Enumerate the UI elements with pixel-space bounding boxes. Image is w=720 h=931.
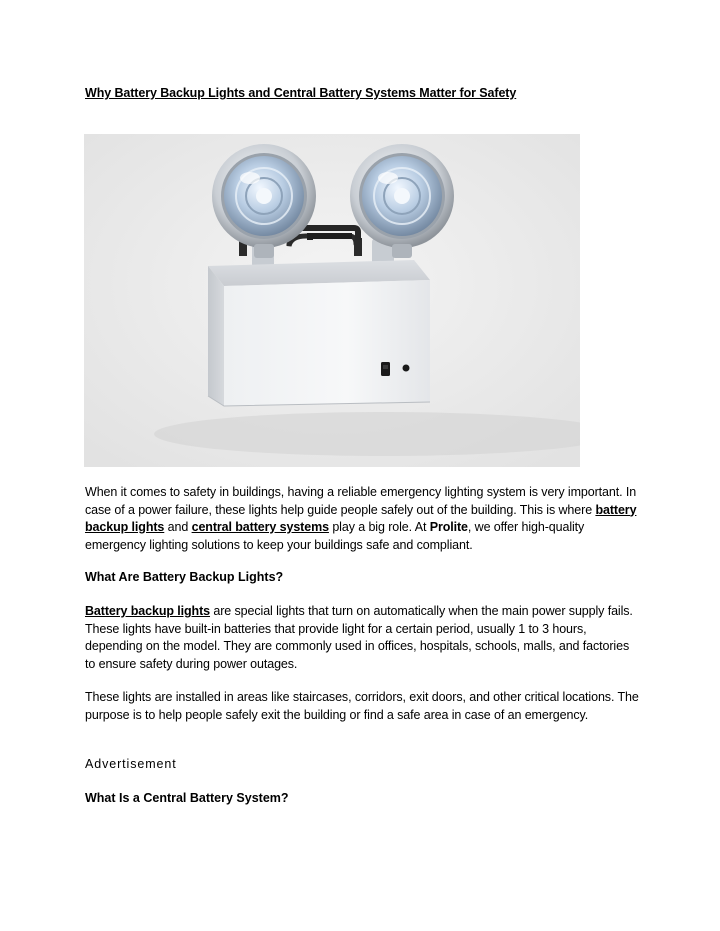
advertisement-label: Advertisement <box>85 757 177 771</box>
installation-paragraph: These lights are installed in areas like staircases, corridors, exit doors, and other critical locations. The purpose is to help people safely exit the building or find a safe area in case of an emergency. <box>85 690 639 722</box>
twin-spot-emergency-light-icon <box>84 134 580 467</box>
brand-name: Prolite <box>429 520 468 534</box>
battery-backup-paragraph <box>85 603 640 673</box>
battery-backup-lights-link[interactable]: battery backup lights <box>85 502 637 534</box>
product-image <box>84 134 580 467</box>
section-heading-central-battery: What Is a Central Battery System? <box>85 791 289 805</box>
battery-backup-lights-link-2[interactable]: Battery backup lights <box>85 604 211 618</box>
intro-text-2: and <box>164 520 192 534</box>
section-heading-battery-backup: What Are Battery Backup Lights? <box>85 570 284 584</box>
battery-backup-text: are special lights that turn on automatically when the main power supply fails. These lights have built-in batteries that provide light for a certain period, usually 1 to 3 hours, depending on the model. They are commonly used in offices, hospitals, schools, malls, and factories to ensure safety during power outages. <box>85 604 633 671</box>
page-title: Why Battery Backup Lights and Central Battery Systems Matter for Safety <box>85 86 517 100</box>
central-battery-systems-link[interactable]: central battery systems <box>191 520 329 534</box>
intro-text-1: When it comes to safety in buildings, having a reliable emergency lighting system is very important. In case of a power failure, these lights help guide people safely out of the building. This is where <box>85 485 637 517</box>
intro-text-4: , we offer high-quality emergency lighting solutions to keep your buildings safe and compliant. <box>85 520 585 552</box>
intro-paragraph <box>85 484 640 554</box>
intro-text-3: play a big role. At <box>328 520 430 534</box>
